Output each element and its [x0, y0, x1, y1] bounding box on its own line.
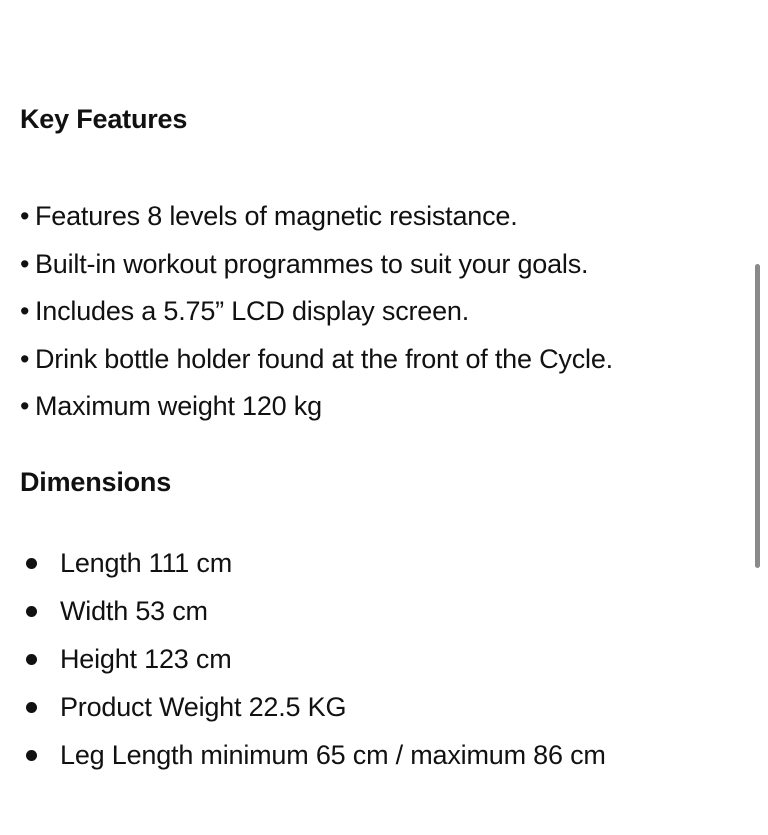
- key-features-list: [20, 196, 613, 434]
- list-item: [20, 734, 606, 782]
- bullet-dot: •: [20, 391, 30, 421]
- dimensions-heading: Dimensions: [20, 467, 172, 497]
- bullet-dot: •: [20, 343, 30, 374]
- list-item: [20, 339, 613, 387]
- dimension-text: Width 53 cm: [60, 596, 208, 626]
- bullet-icon: [26, 702, 37, 713]
- feature-text: Maximum weight 120 kg: [35, 391, 322, 421]
- list-item: [20, 638, 606, 686]
- feature-text: Drink bottle holder found at the front of the Cycle.: [35, 343, 613, 374]
- list-item: [20, 196, 613, 244]
- bullet-icon: [26, 654, 37, 665]
- feature-text: Built-in workout programmes to suit your goals.: [35, 248, 589, 279]
- feature-text: Features 8 levels of magnetic resistance.: [35, 201, 518, 231]
- dimension-text: Leg Length minimum 65 cm / maximum 86 cm: [60, 740, 606, 770]
- bullet-dot: •: [20, 248, 30, 279]
- list-item: [20, 244, 613, 292]
- bullet-dot: •: [20, 201, 30, 231]
- dimension-text: Length 111 cm: [60, 548, 233, 578]
- dimension-text: Height 123 cm: [60, 644, 232, 674]
- vertical-scrollbar[interactable]: [755, 264, 760, 568]
- dimension-text: Product Weight 22.5 KG: [60, 692, 347, 722]
- bullet-icon: [26, 558, 37, 569]
- list-item: [20, 590, 606, 638]
- key-features-heading: Key Features: [20, 104, 188, 134]
- bullet-dot: •: [20, 296, 30, 326]
- list-item: [20, 686, 606, 734]
- list-item: [20, 386, 613, 434]
- list-item: [20, 291, 613, 339]
- bullet-icon: [26, 606, 37, 617]
- list-item: [20, 542, 606, 590]
- bullet-icon: [26, 750, 37, 761]
- dimensions-list: [20, 542, 606, 782]
- feature-text: Includes a 5.75” LCD display screen.: [35, 296, 470, 326]
